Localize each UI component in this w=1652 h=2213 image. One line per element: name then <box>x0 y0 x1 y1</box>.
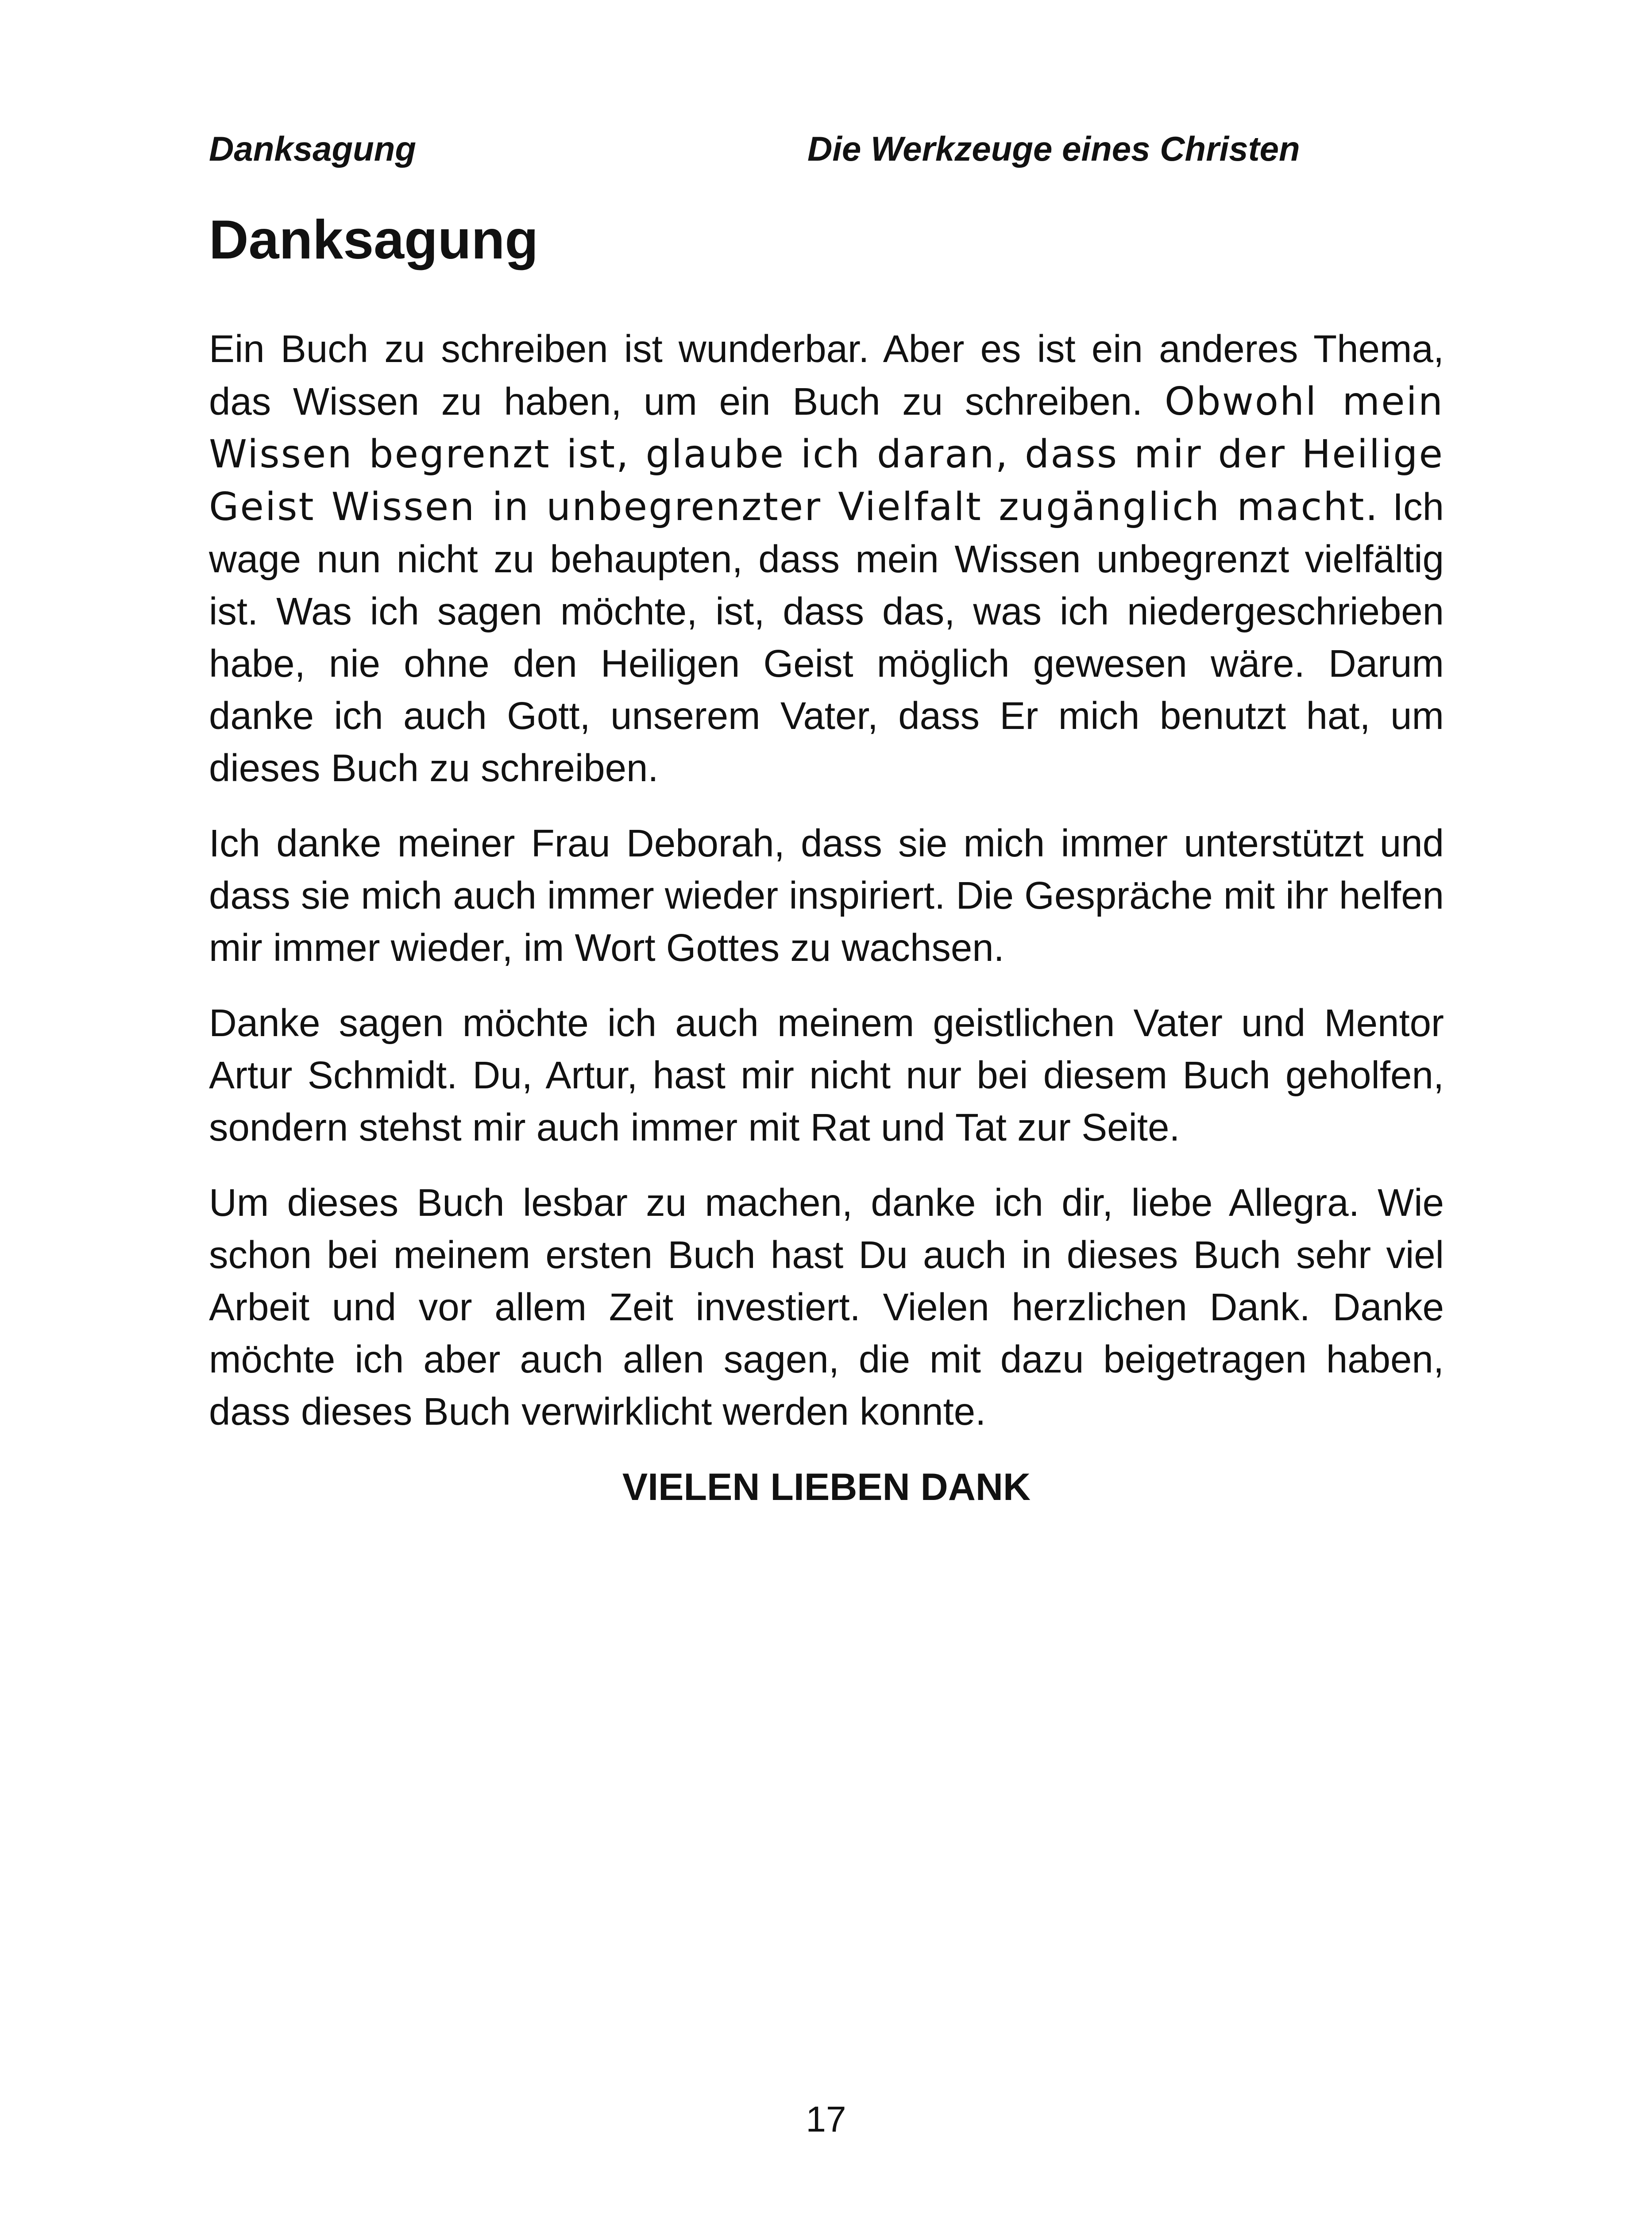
page-number: 17 <box>806 2099 846 2140</box>
paragraph-3: Danke sagen möchte ich auch meinem geistlichen Vater und Mentor Artur Schmidt. Du, Artur, hast mir nicht nur bei diesem Buch geholfen, sondern stehst mir auch immer mit Rat und Tat zur Seite. <box>209 1002 1444 1149</box>
paragraph-1-part-2: Obwohl mein Wissen begrenzt ist, glaube ich daran, dass mir der Heilige Geist Wissen in unbegrenzter Vielfalt zugänglich macht. <box>209 379 1444 529</box>
body-text <box>209 323 1444 1513</box>
paragraph-1 <box>209 323 1444 794</box>
paragraph-2: Ich danke meiner Frau Deborah, dass sie mich immer unterstützt und dass sie mich auch immer wieder inspiriert. Die Gespräche mit ihr helfen mir immer wieder, im Wort Gottes zu wachsen. <box>209 822 1444 969</box>
running-header-book-title: Die Werkzeuge eines Christen <box>807 129 1300 168</box>
paragraph-1-part-1: Ein Buch zu schreiben ist wunderbar. Aber es ist ein anderes Thema, das Wissen zu haben, um ein Buch zu schreiben. <box>209 328 1444 423</box>
paragraph-1-part-3: Ich wage nun nicht zu behaupten, dass mein Wissen unbegrenzt vielfältig ist. Was ich sagen möchte, ist, dass das, was ich niedergeschrieben habe, nie ohne den Heiligen Geist möglich gewesen wäre. Darum danke ich auch Gott, unserem Vater, dass Er mich benutzt hat, um dieses Buch zu schreiben. <box>209 486 1444 790</box>
running-header-chapter: Danksagung <box>209 129 417 168</box>
chapter-title: Danksagung <box>209 209 539 270</box>
closing-line: VIELEN LIEBEN DANK <box>622 1466 1031 1508</box>
paragraph-4: Um dieses Buch lesbar zu machen, danke ich dir, liebe Allegra. Wie schon bei meinem ersten Buch hast Du auch in dieses Buch sehr viel Arbeit und vor allem Zeit investiert. Vielen herzlichen Dank. Danke möchte ich aber auch allen sagen, die mit dazu beigetragen haben, dass dieses Buch verwirklicht werden konnte. <box>209 1181 1444 1433</box>
